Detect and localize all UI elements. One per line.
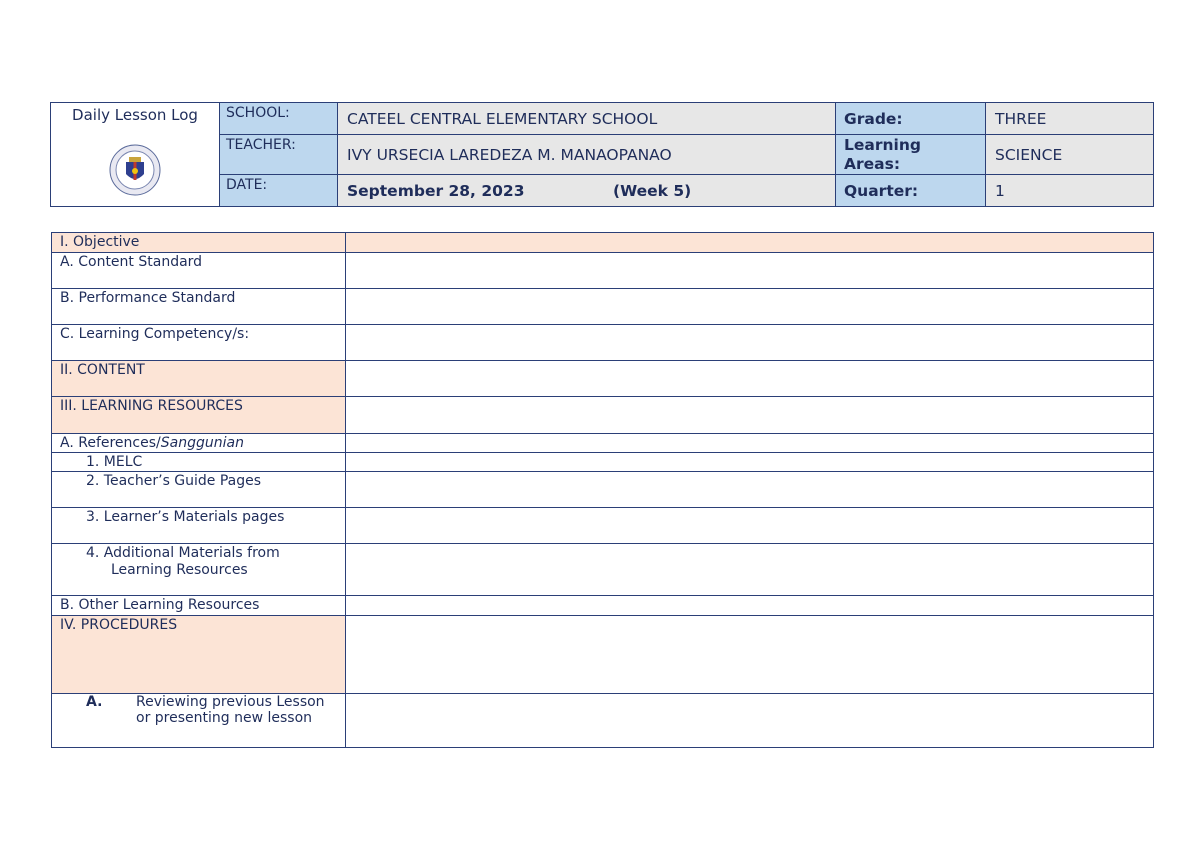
- performance-standard-input[interactable]: [346, 289, 1154, 325]
- table-row: [52, 694, 1154, 748]
- date-label: DATE:: [220, 175, 338, 207]
- learning-areas-label-line2: Areas:: [844, 154, 901, 173]
- content-input[interactable]: [346, 361, 1154, 397]
- title-logo-cell: [51, 103, 220, 207]
- references-label: [52, 434, 346, 453]
- content-standard-input[interactable]: [346, 253, 1154, 289]
- lesson-table: [51, 232, 1154, 748]
- learning-competency-label: C. Learning Competency/s:: [52, 325, 346, 361]
- table-row: [52, 253, 1154, 289]
- reviewing-label: [52, 694, 346, 748]
- procedures-label: IV. PROCEDURES: [52, 616, 346, 694]
- melc-input[interactable]: [346, 453, 1154, 472]
- table-row: [52, 233, 1154, 253]
- learning-resources-label: III. LEARNING RESOURCES: [52, 397, 346, 434]
- references-prefix: A. References/: [60, 435, 161, 451]
- teachers-guide-label: 2. Teacher’s Guide Pages: [52, 472, 346, 508]
- quarter-label: Quarter:: [836, 175, 986, 207]
- learning-competency-input[interactable]: [346, 325, 1154, 361]
- table-row: [52, 325, 1154, 361]
- header-table: [50, 102, 1154, 207]
- objective-label: I. Objective: [52, 233, 346, 253]
- deped-seal-icon: [109, 144, 161, 196]
- reviewing-text: [136, 694, 325, 726]
- teacher-value: IVY URSECIA LAREDEZA M. MANAOPANAO: [338, 135, 836, 175]
- grade-label: Grade:: [836, 103, 986, 135]
- table-row: [52, 508, 1154, 544]
- learners-materials-input[interactable]: [346, 508, 1154, 544]
- date-value: September 28, 2023: [347, 181, 525, 200]
- table-row: [52, 544, 1154, 596]
- quarter-value: 1: [986, 175, 1154, 207]
- objective-input[interactable]: [346, 233, 1154, 253]
- date-cell: [338, 175, 836, 207]
- school-value: CATEEL CENTRAL ELEMENTARY SCHOOL: [338, 103, 836, 135]
- reviewing-line1: Reviewing previous Lesson: [136, 694, 325, 710]
- reviewing-input[interactable]: [346, 694, 1154, 748]
- content-standard-label: A. Content Standard: [52, 253, 346, 289]
- table-row: [52, 397, 1154, 434]
- procedures-input[interactable]: [346, 616, 1154, 694]
- other-resources-label: B. Other Learning Resources: [52, 596, 346, 616]
- school-label: SCHOOL:: [220, 103, 338, 135]
- learners-materials-label: 3. Learner’s Materials pages: [52, 508, 346, 544]
- additional-materials-input[interactable]: [346, 544, 1154, 596]
- table-row: [52, 434, 1154, 453]
- additional-materials-label: [52, 544, 346, 596]
- additional-materials-line2: Learning Resources: [111, 562, 248, 578]
- table-row: [52, 289, 1154, 325]
- table-row: [52, 472, 1154, 508]
- table-row: [52, 616, 1154, 694]
- page-title: Daily Lesson Log: [72, 106, 198, 124]
- grade-value: THREE: [986, 103, 1154, 135]
- teachers-guide-input[interactable]: [346, 472, 1154, 508]
- table-row: [52, 596, 1154, 616]
- other-resources-input[interactable]: [346, 596, 1154, 616]
- learning-areas-label-line1: Learning: [844, 135, 921, 154]
- table-row: [52, 453, 1154, 472]
- reviewing-letter: A.: [86, 694, 103, 710]
- content-label: II. CONTENT: [52, 361, 346, 397]
- learning-areas-value: SCIENCE: [986, 135, 1154, 175]
- teacher-label: TEACHER:: [220, 135, 338, 175]
- week-value: (Week 5): [613, 181, 692, 200]
- melc-label: 1. MELC: [52, 453, 346, 472]
- learning-areas-label: [836, 135, 986, 175]
- learning-resources-input[interactable]: [346, 397, 1154, 434]
- reviewing-line2: or presenting new lesson: [136, 710, 313, 726]
- references-input[interactable]: [346, 434, 1154, 453]
- table-row: [52, 361, 1154, 397]
- additional-materials-line1: 4. Additional Materials from: [86, 545, 280, 561]
- performance-standard-label: B. Performance Standard: [52, 289, 346, 325]
- references-italic: Sanggunian: [160, 435, 244, 451]
